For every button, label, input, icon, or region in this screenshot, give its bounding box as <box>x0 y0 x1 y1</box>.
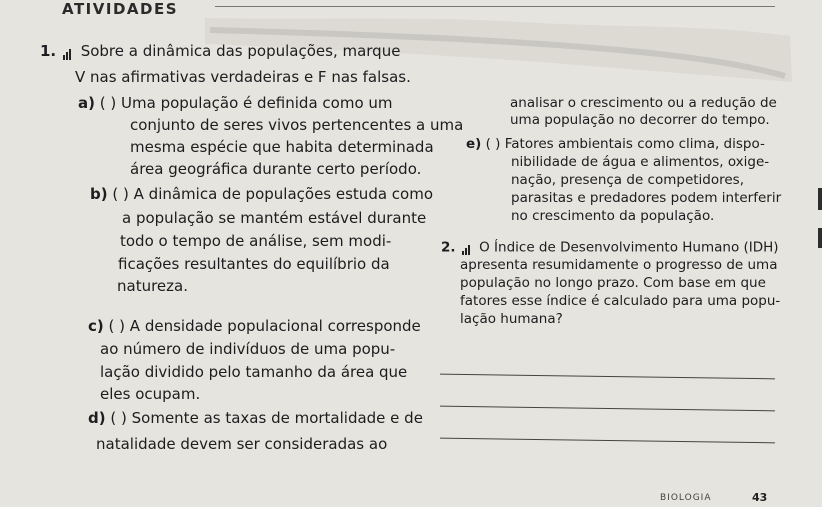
option-c <box>88 318 421 335</box>
option-b-answer-box[interactable]: ( ) <box>112 185 129 203</box>
question-2-header <box>441 240 779 256</box>
option-d-answer-box[interactable]: ( ) <box>110 409 127 427</box>
option-a-line-4: área geográfica durante certo período. <box>130 160 422 178</box>
option-d-line-4: uma população no decorrer do tempo. <box>510 112 770 128</box>
option-c-answer-box[interactable]: ( ) <box>108 317 126 335</box>
option-e-letter: e) <box>466 136 482 152</box>
difficulty-bars-icon <box>63 43 72 60</box>
question-1-intro-line-1: Sobre a dinâmica das populações, marque <box>80 42 401 60</box>
footer-label: BIOLOGIA <box>660 493 712 503</box>
option-a-line-2: conjunto de seres vivos pertencentes a uma <box>130 116 464 134</box>
question-1-number: 1. <box>40 42 57 60</box>
question-2-line-3: população no longo prazo. Com base em que <box>460 275 766 291</box>
option-a <box>78 95 393 112</box>
question-2-number: 2. <box>441 239 456 256</box>
option-e-line-2: nibilidade de água e alimentos, oxige- <box>511 154 770 170</box>
option-a-letter: a) <box>78 94 95 112</box>
option-d-letter: d) <box>88 409 106 427</box>
question-1-header <box>40 43 400 60</box>
header-rule <box>215 6 775 7</box>
option-e-line-5: no crescimento da população. <box>511 208 715 224</box>
edge-tab-2 <box>818 228 822 248</box>
option-c-line-2: ao número de indivíduos de uma popu- <box>100 340 396 358</box>
option-c-line-4: eles ocupam. <box>100 385 201 403</box>
option-b-line-5: natureza. <box>117 277 188 295</box>
option-c-line-1: A densidade populacional corresponde <box>129 317 421 335</box>
option-c-letter: c) <box>88 317 104 335</box>
option-e-answer-box[interactable]: ( ) <box>485 136 501 152</box>
option-b <box>90 186 433 203</box>
option-e-line-4: parasitas e predadores podem interferir <box>511 190 782 206</box>
answer-line-3[interactable] <box>440 438 775 444</box>
edge-tab-1 <box>818 188 822 210</box>
question-1-intro-line-2: V nas afirmativas verdadeiras e F nas falsas. <box>75 68 411 86</box>
section-title: ATIVIDADES <box>62 0 179 18</box>
difficulty-bars-icon <box>462 240 471 255</box>
option-a-answer-box[interactable]: ( ) <box>99 94 117 112</box>
answer-line-1[interactable] <box>440 374 775 380</box>
question-2-line-4: fatores esse índice é calculado para uma popu- <box>460 293 781 309</box>
question-2-line-1: O Índice de Desenvolvimento Humano (IDH) <box>479 239 779 256</box>
option-d-line-1: Somente as taxas de mortalidade e de <box>131 409 423 427</box>
option-b-letter: b) <box>90 185 108 203</box>
option-b-line-2: a população se mantém estável durante <box>122 209 427 227</box>
option-b-line-4: ficações resultantes do equilíbrio da <box>118 255 390 273</box>
option-a-line-3: mesma espécie que habita determinada <box>130 138 434 156</box>
answer-line-2[interactable] <box>440 406 775 412</box>
question-2-line-2: apresenta resumidamente o progresso de uma <box>460 257 778 273</box>
option-e <box>466 137 765 152</box>
option-a-line-1: Uma população é definida como um <box>121 94 393 112</box>
option-e-line-1: Fatores ambientais como clima, dispo- <box>504 136 765 152</box>
option-b-line-3: todo o tempo de análise, sem modi- <box>120 232 392 250</box>
option-d <box>88 410 423 427</box>
option-d-line-2: natalidade devem ser consideradas ao <box>96 435 388 453</box>
option-c-line-3: lação dividido pelo tamanho da área que <box>100 363 408 381</box>
page-number: 43 <box>752 491 768 504</box>
option-e-line-3: nação, presença de competidores, <box>511 172 745 188</box>
option-b-line-1: A dinâmica de populações estuda como <box>133 185 434 203</box>
option-d-line-3: analisar o crescimento ou a redução de <box>510 95 777 111</box>
question-2-line-5: lação humana? <box>460 311 563 327</box>
